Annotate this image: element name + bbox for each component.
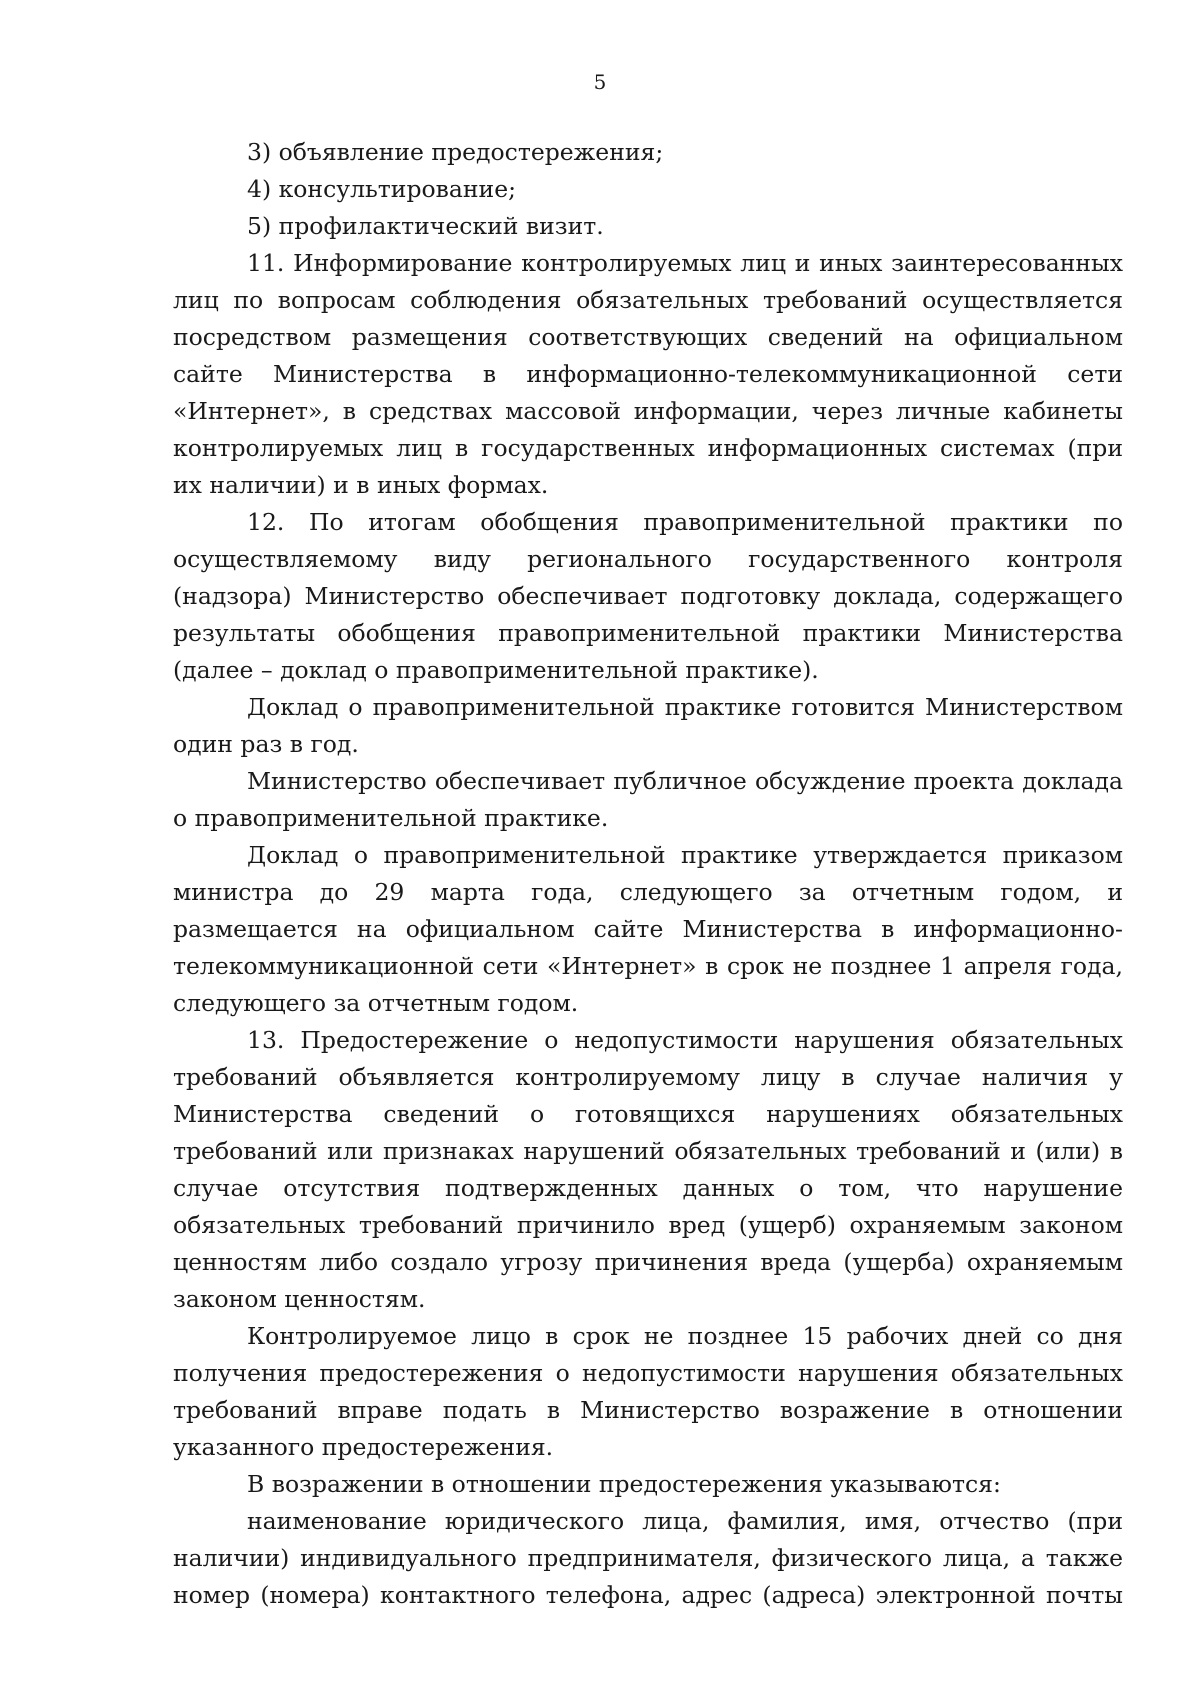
list-item-3: 3) объявление предостережения;	[247, 138, 664, 166]
report-approval-paragraph: Доклад о правоприменительной практике утверждается приказом министра до 29 марта года, следующего за отчетным годом, и размещается на официальном сайте Министерства в информационно-телекоммуникационной сети «Интернет» в срок не позднее 1 апреля года, следующего за отчетным годом.	[173, 841, 1123, 1017]
document-body	[173, 134, 1123, 1614]
objection-contents-heading: В возражении в отношении предостережения указываются:	[247, 1470, 1001, 1498]
objection-deadline-paragraph: Контролируемое лицо в срок не позднее 15 рабочих дней со дня получения предостережения о недопустимости нарушения обязательных требований вправе подать в Министерство возражение в отношении указанного предостережения.	[173, 1322, 1123, 1461]
clause-11: 11. Информирование контролируемых лиц и иных заинтересованных лиц по вопросам соблюдения обязательных требований осуществляется посредством размещения соответствующих сведений на официальном сайте Министерства в информационно-телекоммуникационной сети «Интернет», в средствах массовой информации, через личные кабинеты контролируемых лиц в государственных информационных системах (при их наличии) и в иных формах.	[173, 249, 1123, 499]
public-discussion-paragraph: Министерство обеспечивает публичное обсуждение проекта доклада о правоприменительной практике.	[173, 767, 1123, 832]
clause-13: 13. Предостережение о недопустимости нарушения обязательных требований объявляется контролируемому лицу в случае наличия у Министерства сведений о готовящихся нарушениях обязательных требований или признаках нарушений обязательных требований и (или) в случае отсутствия подтвержденных данных о том, что нарушение обязательных требований причинило вред (ущерб) охраняемым законом ценностям либо создало угрозу причинения вреда (ущерба) охраняемым законом ценностям.	[173, 1026, 1123, 1313]
page-number: 5	[593, 70, 607, 94]
list-item-5: 5) профилактический визит.	[247, 212, 604, 240]
objection-contents-item: наименование юридического лица, фамилия, имя, отчество (при наличии) индивидуального предпринимателя, физического лица, а также номер (номера) контактного телефона, адрес (адреса) электронной почты	[173, 1507, 1123, 1609]
clause-12: 12. По итогам обобщения правоприменительной практики по осуществляемому виду регионального государственного контроля (надзора) Министерство обеспечивает подготовку доклада, содержащего результаты обобщения правоприменительной практики Министерства (далее – доклад о правоприменительной практике).	[173, 508, 1123, 684]
report-frequency-paragraph: Доклад о правоприменительной практике готовится Министерством один раз в год.	[173, 693, 1123, 758]
list-item-4: 4) консультирование;	[247, 175, 517, 203]
